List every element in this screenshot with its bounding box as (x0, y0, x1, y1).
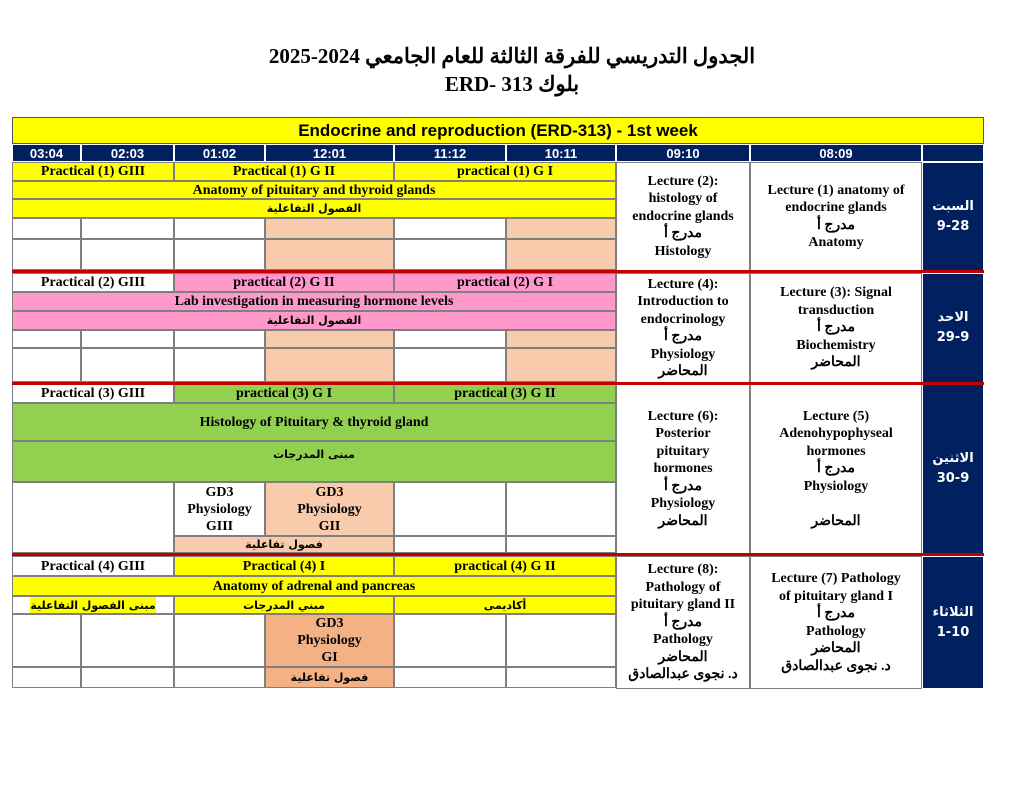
day-separator (12, 382, 984, 385)
lecture-0910: Lecture (4): Introduction to endocrinology مدرج أ Physiology المحاضر (616, 273, 750, 383)
gd3-venue: فصول تفاعلية (265, 667, 394, 688)
time-header: 11:12 (394, 144, 506, 162)
empty-slot (394, 348, 506, 382)
empty-slot (394, 536, 506, 553)
practical-topic: Anatomy of adrenal and pancreas (12, 576, 616, 596)
practical-venue: الفصول التفاعلية (12, 311, 616, 330)
empty-slot (174, 218, 265, 239)
empty-slot (174, 239, 265, 270)
lecture-0809: Lecture (3): Signal transduction مدرج أ Biochemistry المحاضر (750, 273, 922, 383)
day-label: السبت 9-28 (922, 162, 984, 271)
empty-slot (81, 239, 174, 270)
lecture-0809: Lecture (7) Pathology of pituitary gland I مدرج أ Pathology المحاضر د. نجوى عبدالصادق (750, 556, 922, 689)
empty-slot (265, 330, 394, 348)
table-title: Endocrine and reproduction (ERD-313) - 1st week (12, 117, 984, 144)
empty-slot (81, 348, 174, 382)
venue-gi: مبني المدرجات (174, 596, 394, 614)
lecture-0910: Lecture (6): Posterior pituitary hormones مدرج أ Physiology المحاضر (616, 384, 750, 554)
empty-slot (81, 218, 174, 239)
empty-slot (81, 667, 174, 688)
empty-slot (506, 667, 616, 688)
gd3-gi: GD3 Physiology GI (265, 614, 394, 667)
practical-giii: Practical (1) GIII (12, 162, 174, 181)
empty-slot (265, 218, 394, 239)
day-label: الاثنين 30-9 (922, 384, 984, 554)
practical-venue: مبنى المدرجات (12, 441, 616, 482)
lecture-0809: Lecture (5) Adenohypophyseal hormones مدرج أ Physiology المحاضر (750, 384, 922, 554)
lecture-0910: Lecture (2): histology of endocrine glands مدرج أ Histology (616, 162, 750, 271)
empty-slot (394, 482, 506, 536)
empty-slot (506, 348, 616, 382)
practical-topic: Anatomy of pituitary and thyroid glands (12, 181, 616, 199)
time-header: 01:02 (174, 144, 265, 162)
time-header: 02:03 (81, 144, 174, 162)
time-header (922, 144, 984, 162)
time-header: 10:11 (506, 144, 616, 162)
empty-slot (12, 239, 81, 270)
empty-slot (81, 330, 174, 348)
practical-topic: Lab investigation in measuring hormone levels (12, 292, 616, 311)
empty-slot (506, 536, 616, 553)
empty-slot (12, 218, 81, 239)
gd3-giii: GD3 Physiology GIII (174, 482, 265, 536)
practical-topic: Histology of Pituitary & thyroid gland (12, 403, 616, 441)
empty-slot (265, 348, 394, 382)
practical-giii: Practical (4) GIII (12, 556, 174, 576)
time-header: 12:01 (265, 144, 394, 162)
empty-slot (506, 218, 616, 239)
empty-slot (81, 614, 174, 667)
empty-slot (394, 614, 506, 667)
empty-slot (394, 239, 506, 270)
empty-slot (174, 348, 265, 382)
practical-gi: practical (1) G I (394, 162, 616, 181)
practical-giii: Practical (3) GIII (12, 384, 174, 403)
day-label: الثلاثاء 1-10 (922, 556, 984, 689)
empty-slot (174, 330, 265, 348)
empty-slot (394, 667, 506, 688)
day-label: الاحد 29-9 (922, 273, 984, 383)
practical-gi: practical (2) G I (394, 273, 616, 292)
gd3-venue: فصول تفاعلية (174, 536, 394, 553)
day-separator (12, 270, 984, 273)
venue-gii: أكاديمى (394, 596, 616, 614)
gd3-gii: GD3 Physiology GII (265, 482, 394, 536)
time-header: 03:04 (12, 144, 81, 162)
empty-slot (506, 614, 616, 667)
practical-venue: الفصول التفاعلية (12, 199, 616, 218)
venue-giii (12, 596, 174, 614)
lecture-0910: Lecture (8): Pathology of pituitary gland II مدرج أ Pathology المحاضر د. نجوى عبدالصادق (616, 556, 750, 689)
highlighted-venue-text: مبنى الفصول التفاعلية (30, 598, 156, 612)
empty-slot (506, 239, 616, 270)
empty-slot (506, 482, 616, 536)
document-subtitle: بلوك ERD- 313 (444, 72, 580, 96)
practical-giii: Practical (2) GIII (12, 273, 174, 292)
practical-gii: Practical (1) G II (174, 162, 394, 181)
empty-slot (506, 330, 616, 348)
practical-gii: practical (2) G II (174, 273, 394, 292)
empty-slot (12, 348, 81, 382)
empty-slot (394, 218, 506, 239)
empty-slot (12, 482, 174, 553)
time-header: 08:09 (750, 144, 922, 162)
lecture-0809: Lecture (1) anatomy of endocrine glands مدرج أ Anatomy (750, 162, 922, 271)
empty-slot (12, 330, 81, 348)
practical-gii: practical (4) G II (394, 556, 616, 576)
practical-gi: Practical (4) I (174, 556, 394, 576)
empty-slot (174, 667, 265, 688)
empty-slot (265, 239, 394, 270)
empty-slot (174, 614, 265, 667)
empty-slot (12, 614, 81, 667)
empty-slot (12, 667, 81, 688)
empty-slot (394, 330, 506, 348)
practical-gi: practical (3) G I (174, 384, 394, 403)
day-separator (12, 553, 984, 556)
practical-gii: practical (3) G II (394, 384, 616, 403)
time-header: 09:10 (616, 144, 750, 162)
document-title: الجدول التدريسي للفرقة الثالثة للعام الجامعي 2024-2025 (268, 44, 756, 68)
